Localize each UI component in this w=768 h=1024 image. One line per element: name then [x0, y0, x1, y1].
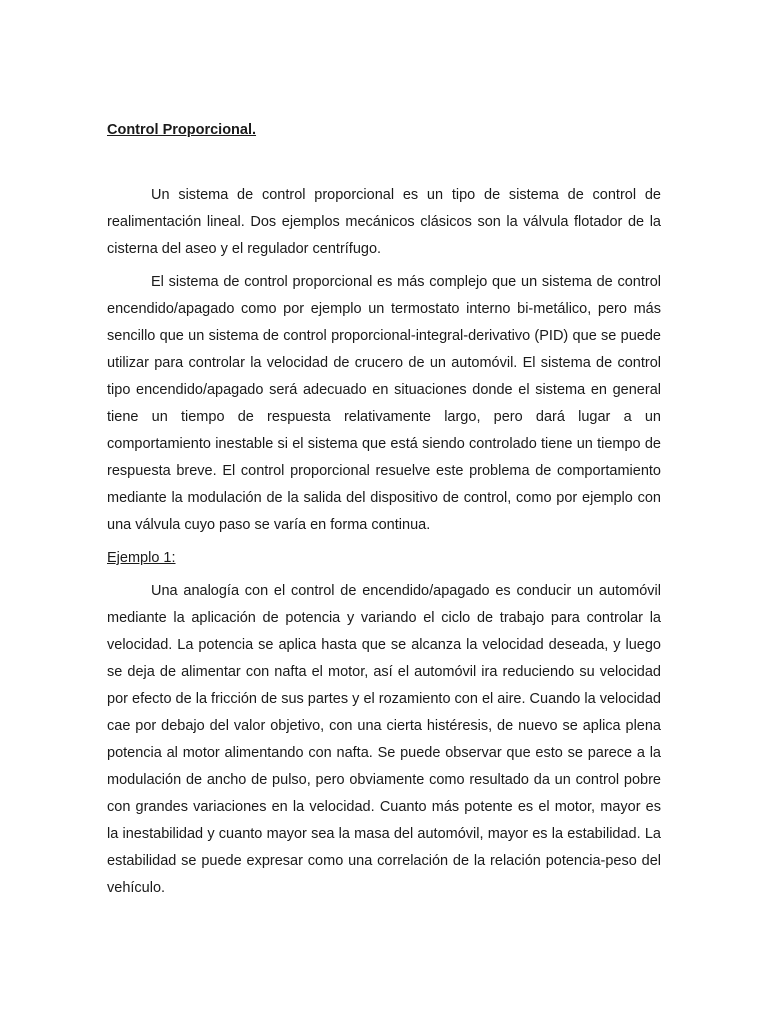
- paragraph-example: Una analogía con el control de encendido/apagado es conducir un automóvil mediante la aplicación de potencia y variando el ciclo de trabajo para controlar la velocidad. La potencia se aplica hasta que se alcanza la velocidad deseada, y luego se deja de alimentar con nafta el motor, así el automóvil ira reduciendo su velocidad por efecto de la fricción de sus partes y el rozamiento con el aire. Cuando la velocidad cae por debajo del valor objetivo, con una cierta histéresis, de nuevo se aplica plena potencia al motor alimentando con nafta. Se puede observar que esto se parece a la modulación de ancho de pulso, pero obviamente como resultado da un control pobre con grandes variaciones en la velocidad. Cuanto más potente es el motor, mayor es la inestabilidad y cuanto mayor sea la masa del automóvil, mayor es la estabilidad. La estabilidad se puede expresar como una correlación de la relación potencia-peso del vehículo.: [107, 583, 661, 896]
- paragraph-comparison: El sistema de control proporcional es más complejo que un sistema de control encendido/apagado como por ejemplo un termostato interno bi-metálico, pero más sencillo que un sistema de control proporcional-integral-derivativo (PID) que se puede utilizar para controlar la velocidad de crucero de un automóvil. El sistema de control tipo encendido/apagado será adecuado en situaciones donde el sistema en general tiene un tiempo de respuesta relativamente largo, pero dará lugar a un comportamiento inestable si el sistema que está siendo controlado tiene un tiempo de respuesta breve. El control proporcional resuelve este problema de comportamiento mediante la modulación de la salida del dispositivo de control, como por ejemplo con una válvula cuyo paso se varía en forma continua.: [107, 274, 661, 533]
- example-heading: Ejemplo 1:: [107, 550, 176, 566]
- document-page: [107, 120, 661, 1000]
- paragraph-intro: Un sistema de control proporcional es un tipo de sistema de control de realimentación lineal. Dos ejemplos mecánicos clásicos son la válvula flotador de la cisterna del aseo y el regulador centrífugo.: [107, 187, 661, 257]
- document-title: Control Proporcional.: [107, 122, 257, 138]
